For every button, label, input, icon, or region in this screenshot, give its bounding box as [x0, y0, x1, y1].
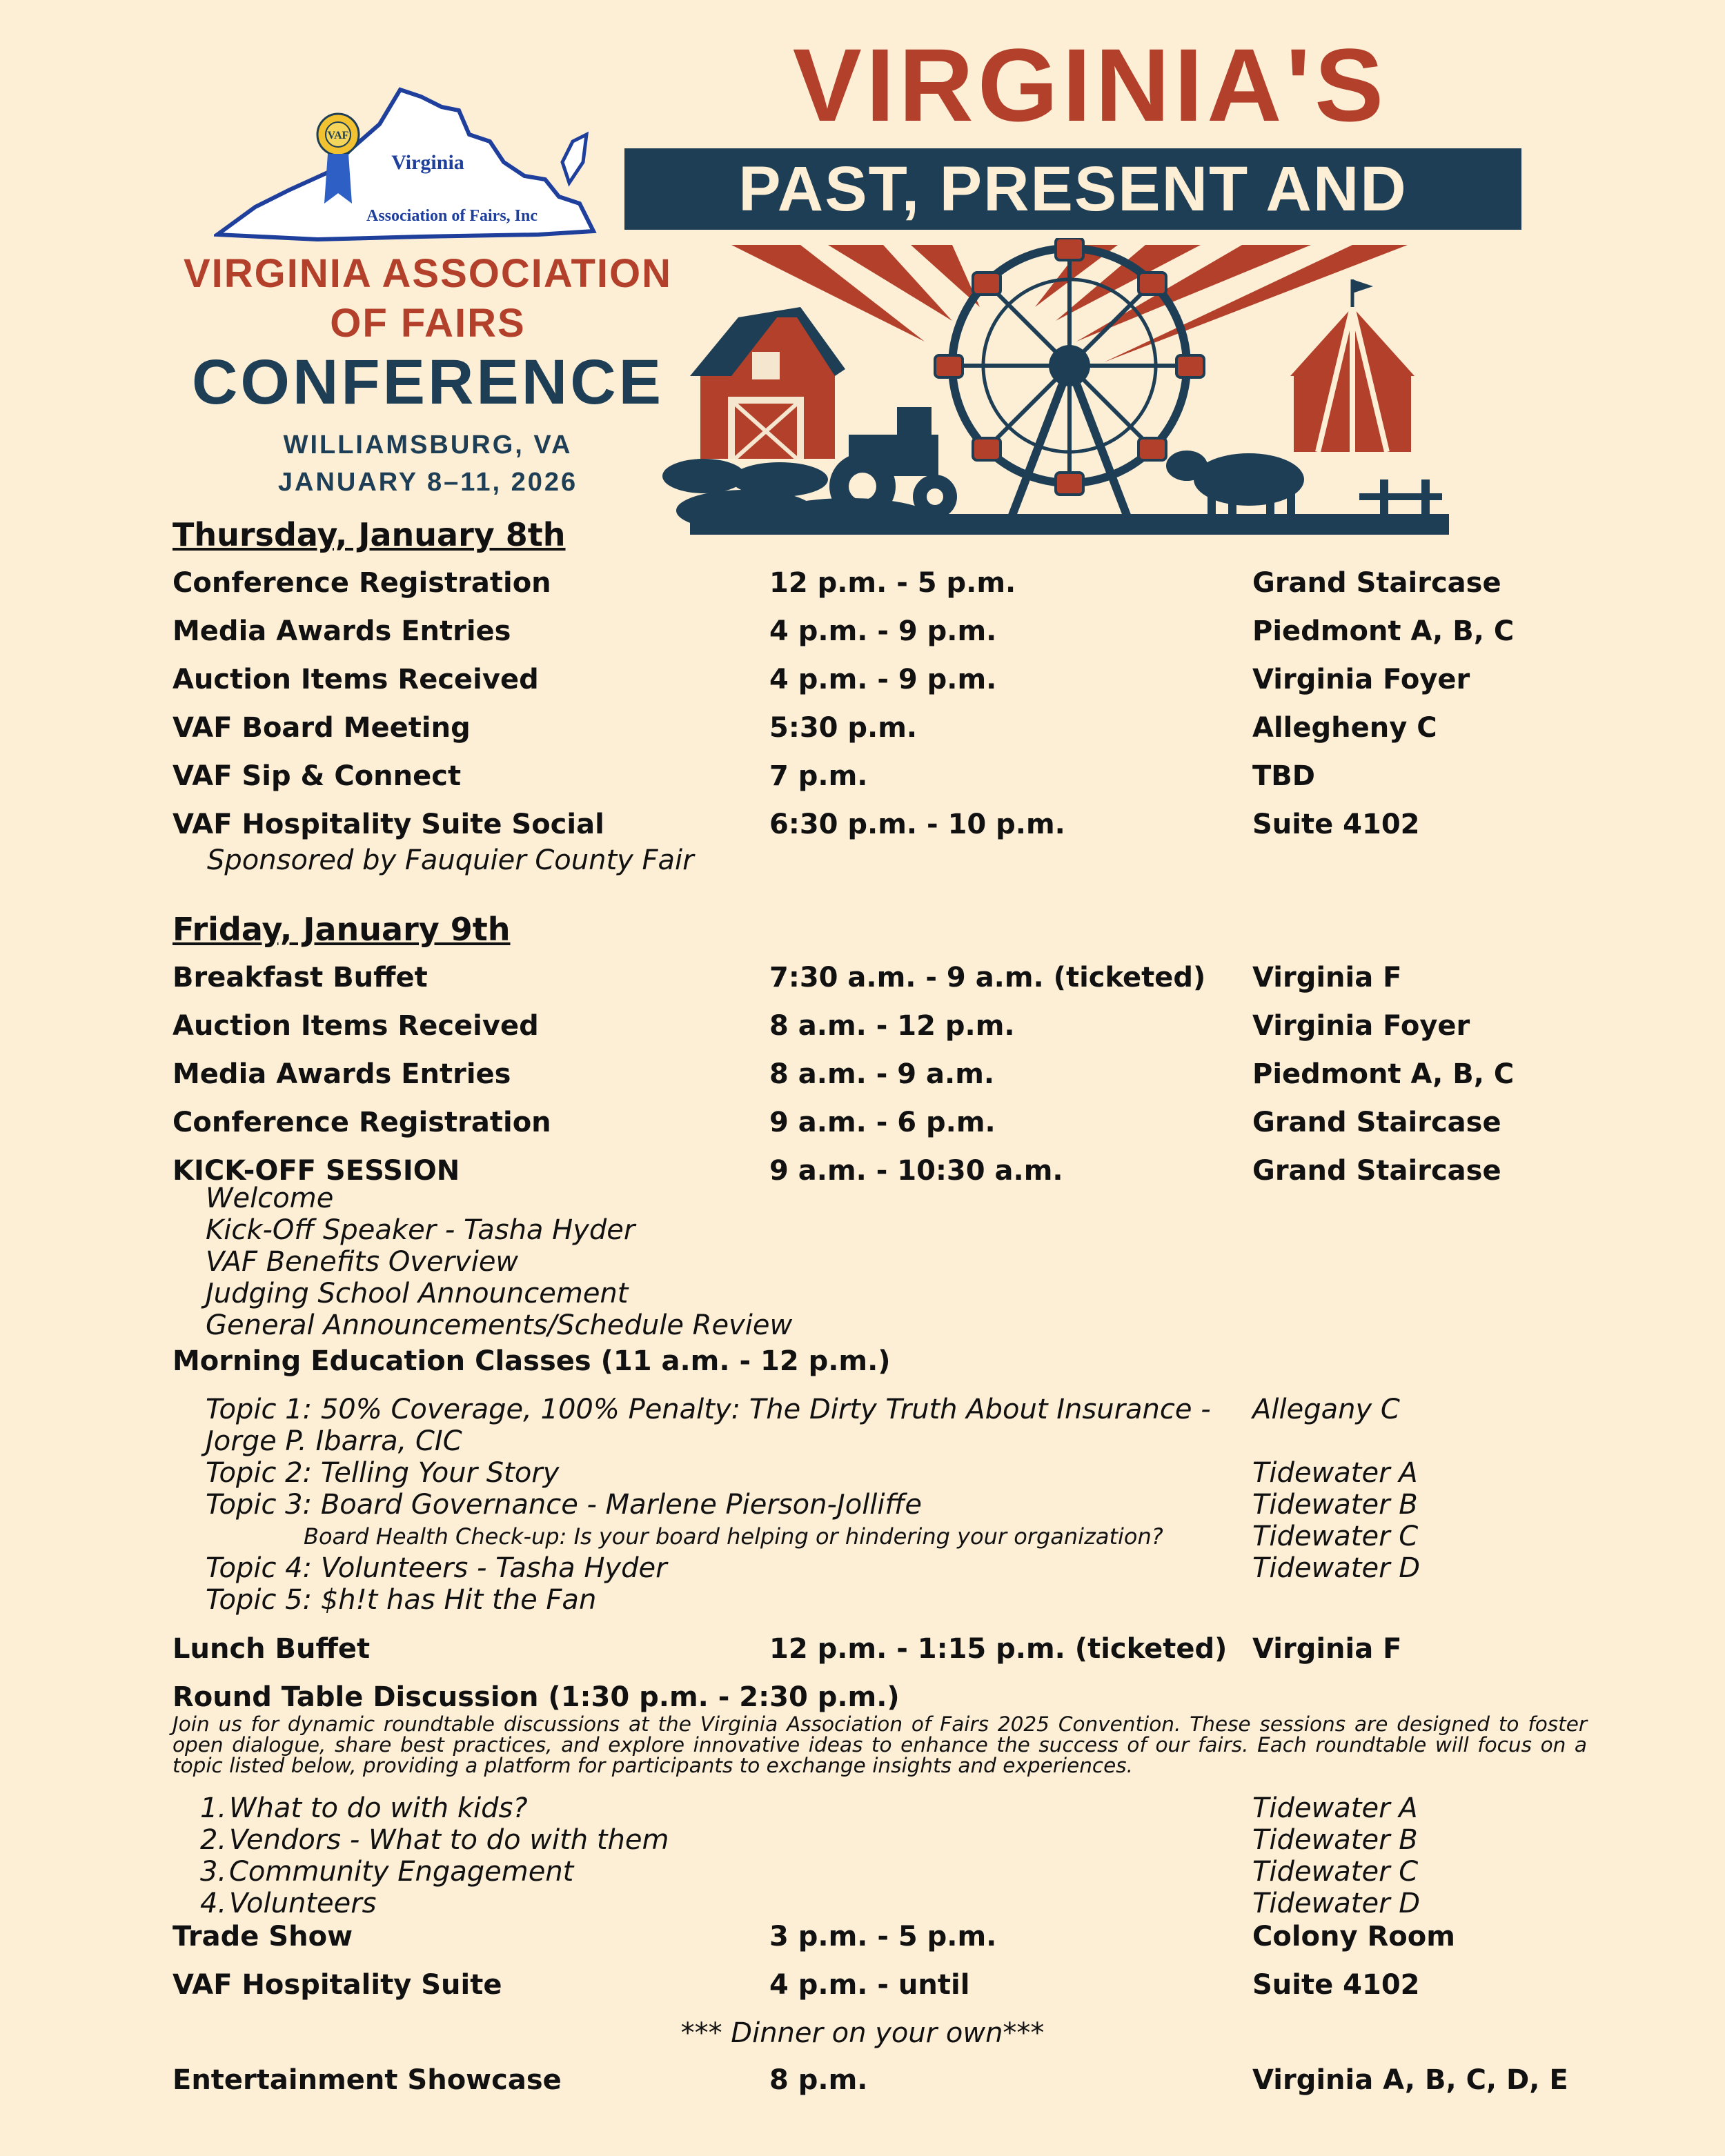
kickoff-item: Kick-Off Speaker - Tasha Hyder [206, 1214, 635, 1246]
schedule-row: Entertainment Showcase 8 p.m. Virginia A, B, C, D, E [172, 2064, 1568, 2096]
topic-room: Tidewater C [1252, 1521, 1419, 1552]
topic-item: Topic 2: Telling Your Story [206, 1457, 560, 1489]
roundtable-number: 4. [200, 1888, 227, 1919]
virginia-state-logo [214, 59, 600, 245]
topic-room: Tidewater D [1252, 1552, 1421, 1584]
roundtable-room: Tidewater B [1252, 1824, 1418, 1856]
roundtable-room: Tidewater D [1252, 1888, 1421, 1919]
schedule-row: Media Awards Entries 8 a.m. - 9 a.m. Piedmont A, B, C [172, 1058, 1515, 1090]
roundtable-description: Join us for dynamic roundtable discussions at the Virginia Association of Fairs 2025 Convention. These sessions are designed to foster open dialogue, share best practices, and explore innovative ideas to enhance the success of our fairs. Each roundtable will focus on a topic listed below, providing a platform for participants to exchange insights and experiences. [172, 1712, 1587, 1777]
thursday-heading: Thursday, January 8th [172, 516, 566, 553]
topic-room: Tidewater A [1252, 1457, 1418, 1489]
fair-illustration [662, 238, 1449, 535]
schedule-row: VAF Hospitality Suite 4 p.m. - until Suite 4102 [172, 1969, 1420, 2001]
kickoff-item: Judging School Announcement [206, 1278, 629, 1309]
schedule-row: VAF Hospitality Suite Social 6:30 p.m. - 10 p.m. Suite 4102 [172, 809, 1420, 840]
schedule-row: KICK-OFF SESSION 9 a.m. - 10:30 a.m. Grand Staircase [172, 1155, 1501, 1187]
schedule-row: Conference Registration 9 a.m. - 6 p.m. Grand Staircase [172, 1107, 1501, 1138]
roundtable-number: 3. [200, 1856, 227, 1888]
svg-text:Association of Fairs, Inc: Association of Fairs, Inc [366, 207, 538, 225]
svg-text:Virginia: Virginia [391, 151, 464, 174]
topic-room: Allegany C [1252, 1394, 1400, 1425]
barn-icon [690, 307, 845, 459]
schedule-row: Lunch Buffet 12 p.m. - 1:15 p.m. (ticketed) Virginia F [172, 1633, 1402, 1665]
org-name-line2: OF FAIRS [330, 301, 526, 346]
roundtable-topic: Volunteers [229, 1888, 377, 1919]
title-banner: PAST, PRESENT AND [624, 148, 1521, 230]
schedule-row: Trade Show 3 p.m. - 5 p.m. Colony Room [172, 1921, 1455, 1952]
roundtable-room: Tidewater A [1252, 1792, 1418, 1824]
topic-item: Topic 5: $h!t has Hit the Fan [206, 1584, 597, 1616]
schedule-row: VAF Sip & Connect 7 p.m. TBD [172, 760, 1315, 792]
topic-item: Jorge P. Ibarra, CIC [206, 1425, 462, 1457]
conference-city: WILLIAMSBURG, VA [283, 431, 573, 459]
schedule-row: Conference Registration 12 p.m. - 5 p.m. Grand Staircase [172, 567, 1501, 599]
morning-classes-heading: Morning Education Classes (11 a.m. - 12 p.m.) [172, 1345, 891, 1377]
kickoff-item: Welcome [206, 1183, 334, 1214]
circus-tent-icon [1290, 279, 1414, 452]
roundtable-topic: Vendors - What to do with them [229, 1824, 669, 1856]
roundtable-topic: Community Engagement [229, 1856, 574, 1888]
conference-dates: JANUARY 8–11, 2026 [277, 468, 578, 497]
sponsor-note: Sponsored by Fauquier County Fair [207, 844, 694, 876]
main-title: VIRGINIA'S [792, 27, 1388, 143]
topic-item: Topic 3: Board Governance - Marlene Pierson-Jolliffe [206, 1489, 923, 1521]
schedule-row: VAF Board Meeting 5:30 p.m. Allegheny C [172, 712, 1437, 744]
friday-heading: Friday, January 9th [172, 911, 511, 948]
svg-text:VAF: VAF [327, 130, 349, 141]
topic-item: Topic 1: 50% Coverage, 100% Penalty: The Dirty Truth About Insurance - [206, 1394, 1211, 1425]
schedule-row: Media Awards Entries 4 p.m. - 9 p.m. Piedmont A, B, C [172, 615, 1515, 647]
roundtable-heading: Round Table Discussion (1:30 p.m. - 2:30 p.m.) [172, 1681, 900, 1713]
conference-title: CONFERENCE [191, 347, 664, 417]
schedule-row: Breakfast Buffet 7:30 a.m. - 9 a.m. (ticketed) Virginia F [172, 962, 1402, 993]
topic-subtitle: Board Health Check-up: Is your board helping or hindering your organization? [304, 1523, 1163, 1550]
schedule-row: Auction Items Received 8 a.m. - 12 p.m. Virginia Foyer [172, 1010, 1470, 1042]
roundtable-number: 2. [200, 1824, 227, 1856]
roundtable-room: Tidewater C [1252, 1856, 1419, 1888]
kickoff-item: General Announcements/Schedule Review [206, 1309, 793, 1341]
schedule-row: Auction Items Received 4 p.m. - 9 p.m. Virginia Foyer [172, 664, 1470, 695]
roundtable-topic: What to do with kids? [229, 1792, 528, 1824]
topic-item: Topic 4: Volunteers - Tasha Hyder [206, 1552, 667, 1584]
dinner-note: *** Dinner on your own*** [680, 2017, 1045, 2049]
roundtable-number: 1. [200, 1792, 227, 1824]
topic-room: Tidewater B [1252, 1489, 1418, 1521]
kickoff-item: VAF Benefits Overview [206, 1246, 519, 1278]
org-name-line1: VIRGINIA ASSOCIATION [183, 251, 673, 296]
